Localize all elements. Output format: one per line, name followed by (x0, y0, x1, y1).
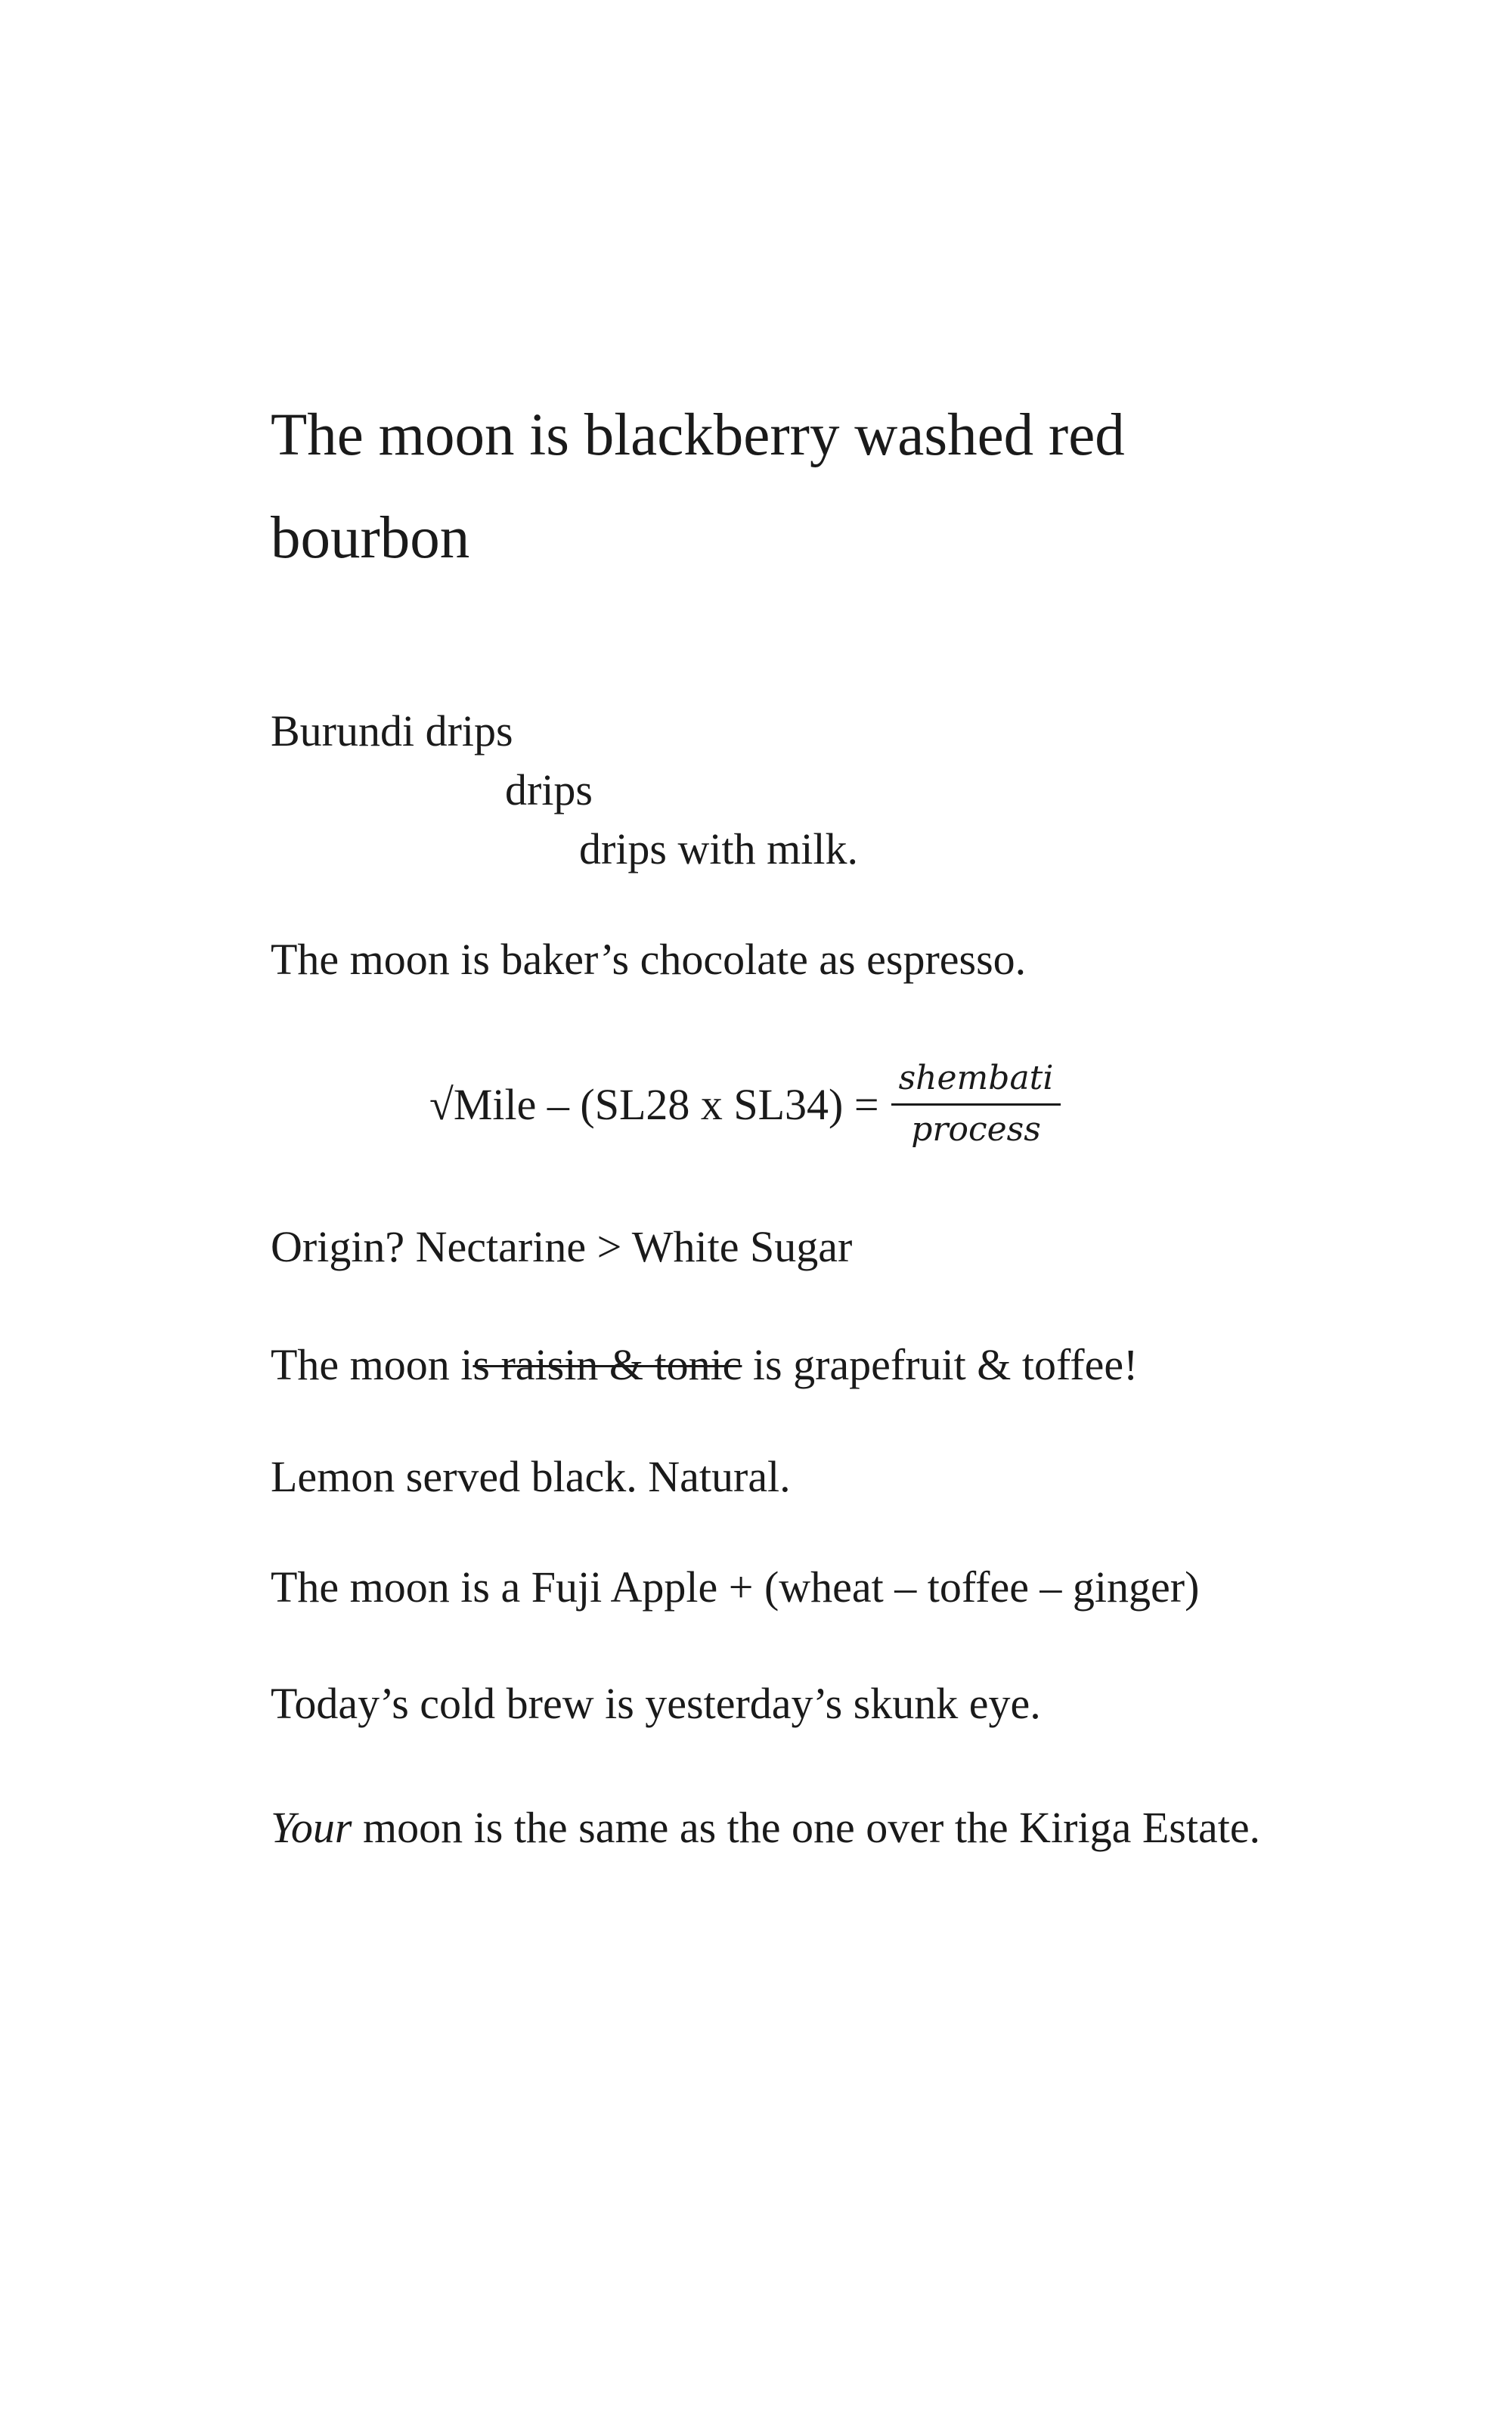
strike-line-before: The moon i (271, 1340, 473, 1389)
burundi-line-1: Burundi drips (271, 706, 513, 755)
origin-line: Origin? Nectarine > White Sugar (271, 1222, 853, 1271)
strikethrough-line (271, 1340, 1139, 1389)
strike-line-after: is grapefruit & toffee! (742, 1340, 1139, 1389)
your-emphasis: Your (271, 1803, 352, 1852)
fuji-apple-line: The moon is a Fuji Apple + (wheat – toffee – ginger) (271, 1562, 1200, 1612)
lemon-line: Lemon served black. Natural. (271, 1452, 791, 1501)
fraction-numerator: shembati (891, 1059, 1061, 1106)
equation (429, 1047, 1061, 1161)
bakers-chocolate-line: The moon is baker’s chocolate as espresso. (271, 935, 1027, 984)
your-moon-line (271, 1803, 1261, 1852)
equation-left: √Mile – (SL28 x SL34) = (429, 1079, 879, 1129)
your-line-rest: moon is the same as the one over the Kiriga Estate. (352, 1803, 1261, 1852)
poem-title: The moon is blackberry washed red bourbon (271, 402, 1125, 571)
burundi-line-3: drips with milk. (579, 824, 858, 873)
cold-brew-line: Today’s cold brew is yesterday’s skunk eye. (271, 1679, 1041, 1728)
burundi-line-2: drips (505, 765, 593, 814)
fraction-denominator: process (911, 1109, 1041, 1149)
struck-text: s raisin & tonic (472, 1340, 742, 1389)
equation-fraction (891, 1059, 1061, 1150)
